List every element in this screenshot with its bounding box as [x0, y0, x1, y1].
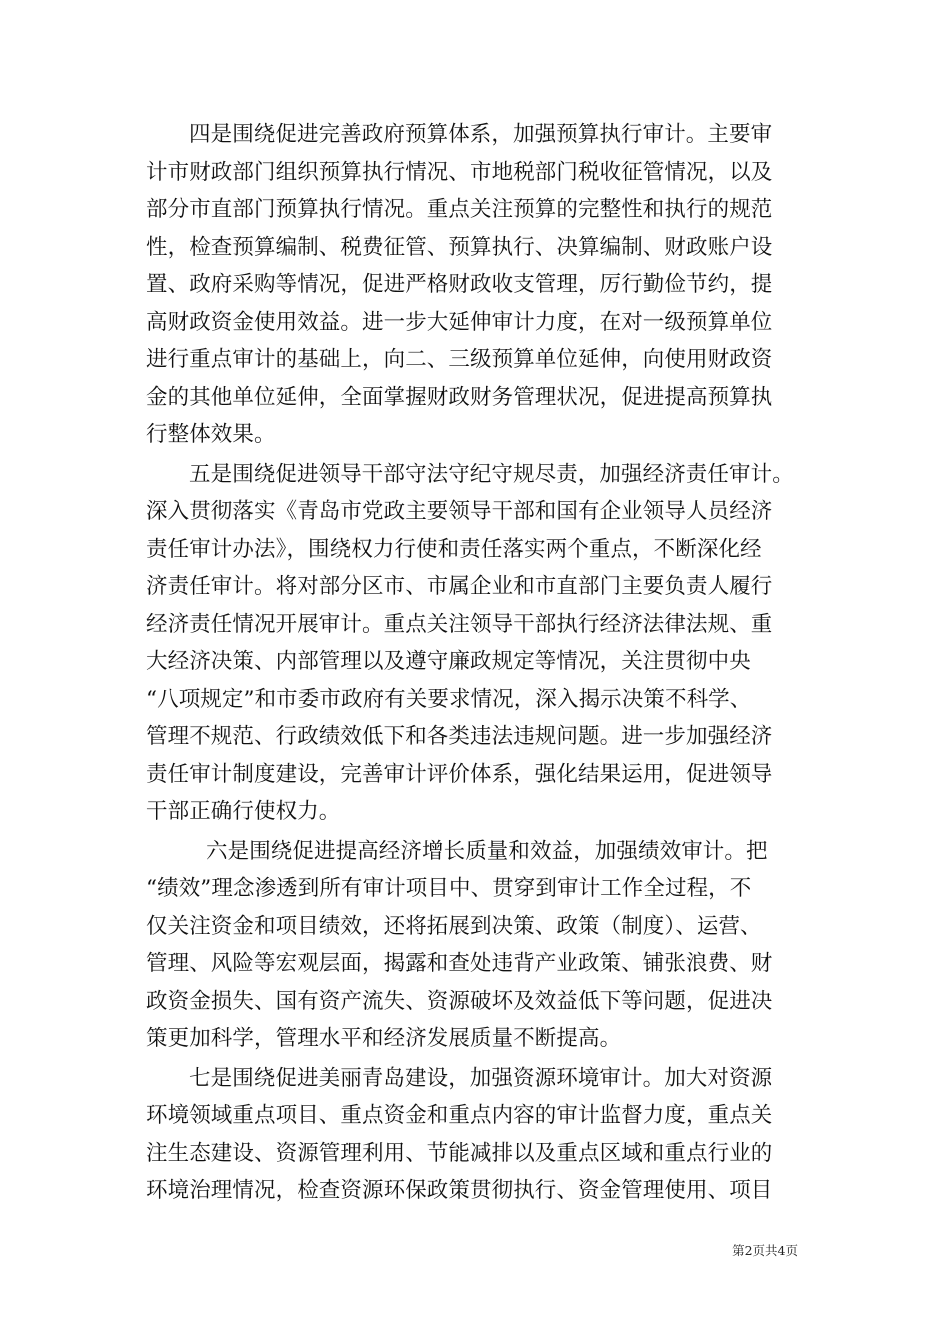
text-line: 策更加科学，管理水平和经济发展质量不断提高。	[146, 1026, 622, 1051]
page-number-footer: 第2页共4页	[732, 1243, 798, 1258]
text-line: 政资金损失、国有资产流失、资源破坏及效益低下等问题，促进决	[146, 988, 773, 1014]
text-line: 五是围绕促进领导干部守法守纪守规尽责，加强经济责任审计。	[189, 461, 794, 487]
text-line: 四是围绕促进完善政府预算体系，加强预算执行审计。主要审	[189, 122, 773, 147]
text-line: 责任审计办法》，围绕权力行使和责任落实两个重点，不断深化经	[146, 536, 762, 562]
text-line: 行整体效果。	[146, 422, 276, 447]
text-line: 环境领域重点项目、重点资金和重点内容的审计监督力度，重点关	[146, 1103, 773, 1128]
text-line: 高财政资金使用效益。进一步大延伸审计力度，在对一级预算单位	[146, 309, 773, 335]
text-line: 大经济决策、内部管理以及遵守廉政规定等情况，关注贯彻中央	[146, 649, 751, 674]
text-line: 六是围绕促进提高经济增长质量和效益，加强绩效审计。把	[206, 838, 768, 864]
text-line: 进行重点审计的基础上，向二、三级预算单位延伸，向使用财政资	[146, 347, 773, 372]
text-line: 经济责任情况开展审计。重点关注领导干部执行经济法律法规、重	[146, 611, 773, 637]
text-line: 责任审计制度建设，完善审计评价体系，强化结果运用，促进领导	[146, 761, 773, 787]
text-line: 仅关注资金和项目绩效，还将拓展到决策、政策（制度）、运营、	[146, 913, 762, 939]
text-line: 计市财政部门组织预算执行情况、市地税部门税收征管情况，以及	[146, 159, 773, 185]
text-line: 性，检查预算编制、税费征管、预算执行、决算编制、财政账户设	[146, 234, 773, 260]
document-body	[146, 116, 816, 1210]
text-line: 管理不规范、行政绩效低下和各类违法违规问题。进一步加强经济	[146, 724, 773, 749]
paragraph-resource-environment-audit	[146, 1060, 816, 1210]
text-line: 深入贯彻落实《青岛市党政主要领导干部和国有企业领导人员经济	[146, 499, 773, 524]
text-line: 干部正确行使权力。	[146, 799, 341, 824]
paragraph-economic-responsibility-audit	[146, 456, 816, 831]
paragraph-performance-audit	[146, 833, 816, 1058]
text-line: “绩效”理念渗透到所有审计项目中、贯穿到审计工作全过程，不	[146, 876, 752, 901]
text-line: 环境治理情况，检查资源环保政策贯彻执行、资金管理使用、项目	[146, 1178, 773, 1203]
text-line: 部分市直部门预算执行情况。重点关注预算的完整性和执行的规范	[146, 197, 773, 222]
text-line: 管理、风险等宏观层面，揭露和查处违背产业政策、铺张浪费、财	[146, 951, 773, 976]
paragraph-budget-audit	[146, 116, 816, 454]
text-line: 金的其他单位延伸，全面掌握财政财务管理状况，促进提高预算执	[146, 384, 773, 410]
text-line: “八项规定”和市委市政府有关要求情况，深入揭示决策不科学、	[146, 686, 752, 712]
text-line: 注生态建设、资源管理利用、节能减排以及重点区域和重点行业的	[146, 1140, 773, 1166]
text-line: 济责任审计。将对部分区市、市属企业和市直部门主要负责人履行	[146, 574, 773, 599]
text-line: 置、政府采购等情况，促进严格财政收支管理，厉行勤俭节约，提	[146, 272, 773, 297]
text-line: 七是围绕促进美丽青岛建设，加强资源环境审计。加大对资源	[189, 1065, 773, 1091]
